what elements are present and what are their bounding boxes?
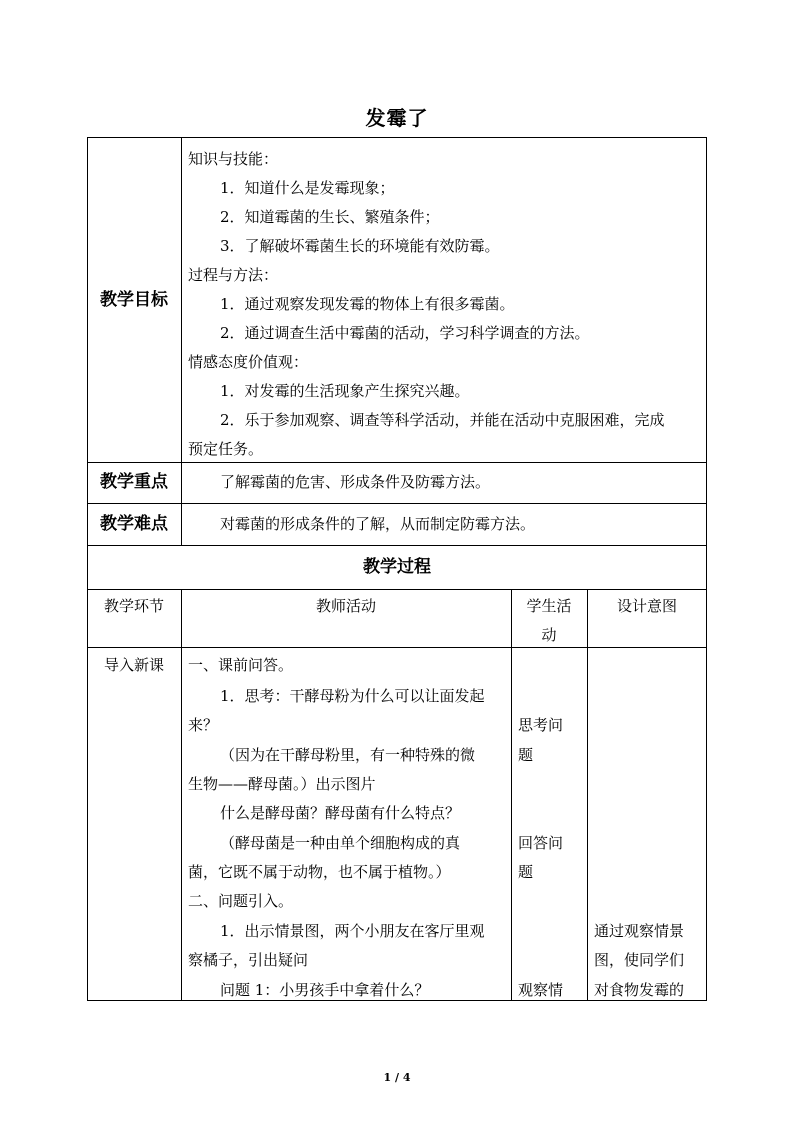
key-point-text: 了解霉菌的危害、形成条件及防霉方法。 xyxy=(220,473,491,491)
teacher-line: 二、问题引入。 xyxy=(188,892,294,910)
column-divider xyxy=(181,137,182,545)
objective-line: 2．知道霉菌的生长、繁殖条件； xyxy=(220,208,440,226)
objective-line: 1．通过观察发现发霉的物体上有很多霉菌。 xyxy=(220,295,515,313)
key-point-label: 教学重点 xyxy=(100,472,168,492)
lesson-plan-table xyxy=(87,137,707,1001)
objective-line: 知识与技能： xyxy=(188,150,279,168)
teacher-line: 问题 1：小男孩手中拿着什么？ xyxy=(220,981,430,999)
table-border-top xyxy=(87,137,707,138)
column-divider xyxy=(511,589,512,1001)
difficulty-text: 对霉菌的形成条件的了解，从而制定防霉方法。 xyxy=(220,515,536,533)
student-line: 题 xyxy=(518,863,534,881)
stage-intro: 导入新课 xyxy=(103,656,164,674)
objective-line: 2．乐于参加观察、调查等科学活动，并能在活动中克服困难，完成 xyxy=(220,411,665,429)
header-stage: 教学环节 xyxy=(103,597,164,615)
student-line: 思考问 xyxy=(518,716,564,734)
teacher-line: 1．出示情景图，两个小朋友在客厅里观 xyxy=(220,922,485,940)
process-title: 教学过程 xyxy=(363,557,431,577)
objective-line: 预定任务。 xyxy=(188,440,264,458)
header-student-activity: 动 xyxy=(541,626,557,644)
objective-line: 情感态度价值观： xyxy=(188,353,309,371)
teacher-line: 察橘子，引出疑问 xyxy=(188,951,309,969)
column-divider xyxy=(587,589,588,1001)
document-title: 发霉了 xyxy=(365,106,429,130)
design-line: 通过观察情景 xyxy=(594,922,685,940)
objective-line: 3．了解破坏霉菌生长的环境能有效防霉。 xyxy=(220,237,500,255)
teacher-line: 1．思考：干酵母粉为什么可以让面发起 xyxy=(220,687,485,705)
design-line: 图，使同学们 xyxy=(594,951,685,969)
row-divider xyxy=(87,545,707,546)
objectives-label: 教学目标 xyxy=(100,290,168,310)
teacher-line: （因为在干酵母粉里，有一种特殊的微 xyxy=(220,746,476,764)
teacher-line: 生物——酵母菌。）出示图片 xyxy=(188,775,376,793)
objective-line: 1．对发霉的生活现象产生探究兴趣。 xyxy=(220,382,470,400)
header-student-activity: 学生活 xyxy=(526,597,572,615)
header-teacher-activity: 教师活动 xyxy=(315,597,376,615)
row-divider xyxy=(87,503,707,504)
objective-line: 1．知道什么是发霉现象； xyxy=(220,179,395,197)
objective-line: 过程与方法： xyxy=(188,266,279,284)
page-number: 1 / 4 xyxy=(383,1071,411,1084)
design-line: 对食物发霉的 xyxy=(594,981,685,999)
teacher-line: 一、课前问答。 xyxy=(188,656,294,674)
header-design-intent: 设计意图 xyxy=(616,597,677,615)
teacher-line: 菌，它既不属于动物，也不属于植物。） xyxy=(188,863,451,881)
objective-line: 2．通过调查生活中霉菌的活动，学习科学调查的方法。 xyxy=(220,324,590,342)
row-divider xyxy=(87,462,707,463)
row-divider xyxy=(87,589,707,590)
student-line: 观察情 xyxy=(518,981,564,999)
column-divider xyxy=(181,589,182,1001)
difficulty-label: 教学难点 xyxy=(100,514,168,534)
row-divider xyxy=(87,647,707,648)
teacher-line: （酵母菌是一种由单个细胞构成的真 xyxy=(220,834,461,852)
teacher-line: 来？ xyxy=(188,716,219,734)
teacher-line: 什么是酵母菌？酵母菌有什么特点？ xyxy=(220,804,461,822)
student-line: 题 xyxy=(518,746,534,764)
student-line: 回答问 xyxy=(518,834,564,852)
